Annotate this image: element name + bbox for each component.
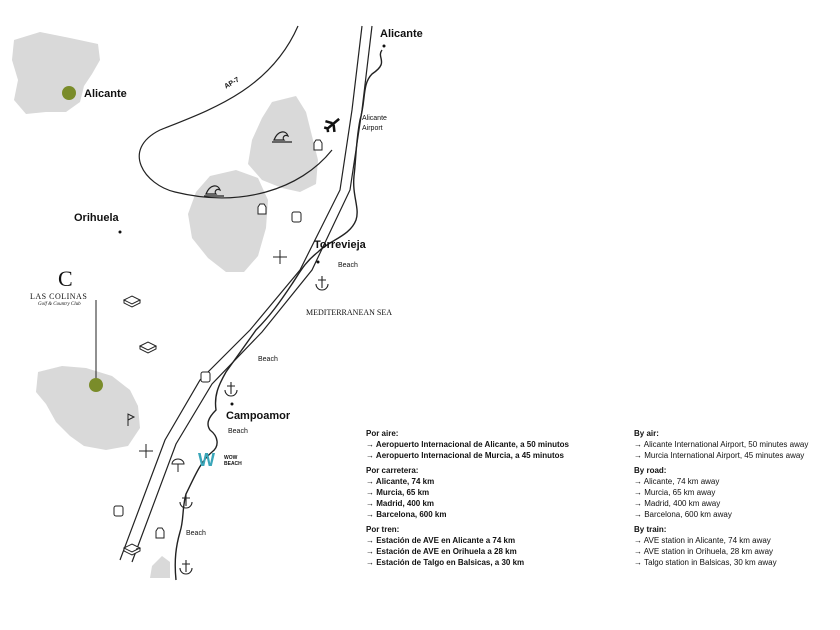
building-icon [314, 140, 322, 150]
building-icon [258, 204, 266, 214]
info-item: → Alicante, 74 km away [634, 477, 720, 486]
airport-label: Alicante Airport [362, 115, 387, 132]
wow-beach-label: WOW BEACH [224, 455, 242, 467]
wow-beach-logo-letter: W [198, 450, 215, 470]
info-item: → Estación de AVE en Orihuela a 28 km [366, 547, 517, 556]
inset-city-label: Alicante [84, 88, 127, 100]
shop-icon [201, 372, 210, 382]
info-item: → Barcelona, 600 km away [634, 510, 732, 519]
info-item: → AVE station in Orihuela, 28 km away [634, 547, 774, 556]
city-label-torrevieja: Torrevieja [314, 239, 366, 251]
orihuela-dot [119, 231, 122, 234]
anchor-icon [180, 560, 192, 574]
info-item: → Barcelona, 600 km [366, 510, 447, 519]
info-item: → Aeropuerto Internacional de Murcia, a 45 minutos [366, 451, 564, 460]
beach-label: Beach [258, 356, 278, 363]
info-heading: Por tren: [366, 525, 400, 534]
info-item: → Estación de AVE en Alicante a 74 km [366, 536, 516, 545]
info-item: → Talgo station in Balsicas, 30 km away [634, 558, 777, 567]
info-item: → Aeropuerto Internacional de Alicante, a 50 minutos [366, 440, 570, 449]
airplane-icon [322, 113, 344, 135]
las-colinas-marker [89, 378, 103, 392]
info-heading: By road: [634, 466, 667, 475]
info-item: → Murcia, 65 km [366, 488, 430, 497]
shop-icon [114, 506, 123, 516]
beach-label: Beach [186, 530, 206, 537]
info-item: → Madrid, 400 km [366, 499, 435, 508]
info-item: → Alicante International Airport, 50 minutes away [634, 440, 809, 449]
golf-icon [140, 342, 156, 353]
info-item: → Alicante, 74 km [366, 477, 435, 486]
road-label: AP-7 [223, 76, 241, 91]
anchor-icon [225, 382, 237, 396]
alicante-inset-marker [62, 86, 76, 100]
info-item: → Madrid, 400 km away [634, 499, 721, 508]
ap7-highway-west [120, 26, 362, 560]
salt-lake-south [188, 170, 268, 272]
info-item: → Estación de Talgo en Balsicas, a 30 km [366, 558, 525, 567]
shop-icon [292, 212, 301, 222]
spain-inset-shape [12, 32, 100, 114]
alicante-dot [383, 45, 386, 48]
info-heading: By train: [634, 525, 667, 534]
campoamor-dot [231, 403, 234, 406]
info-heading: By air: [634, 429, 659, 438]
travel-info-english [634, 428, 840, 568]
las-colinas-name: LAS COLINAS [30, 292, 88, 301]
beach-label: Beach [228, 428, 248, 435]
travel-info-spanish [366, 428, 569, 568]
anchor-icon [316, 276, 328, 290]
info-item: → Murcia, 65 km away [634, 488, 716, 497]
church-icon [139, 444, 153, 458]
las-colinas-subtitle: Golf & Country Club [38, 302, 81, 307]
sea-label: MEDITERRANEAN SEA [306, 308, 392, 317]
beach-label: Beach [338, 262, 358, 269]
south-patch [150, 556, 170, 578]
info-heading: Por aire: [366, 429, 399, 438]
golf-icon [124, 296, 140, 307]
salt-lake-north [248, 96, 318, 192]
ap7-highway-east [132, 26, 372, 562]
info-item: → Murcia International Airport, 45 minutes away [634, 451, 805, 460]
city-label-campoamor: Campoamor [226, 410, 291, 422]
anchor-icon [180, 494, 192, 508]
info-item: → AVE station in Alicante, 74 km away [634, 536, 771, 545]
city-label-orihuela: Orihuela [74, 212, 119, 224]
info-heading: Por carretera: [366, 466, 419, 475]
umbrella-icon [172, 459, 184, 472]
las-colinas-logo-letter: C [58, 266, 73, 291]
las-colinas-area [36, 366, 140, 450]
building-icon [156, 528, 164, 538]
torrevieja-dot [317, 261, 320, 264]
city-label-alicante: Alicante [380, 28, 423, 40]
church-icon [273, 250, 287, 264]
